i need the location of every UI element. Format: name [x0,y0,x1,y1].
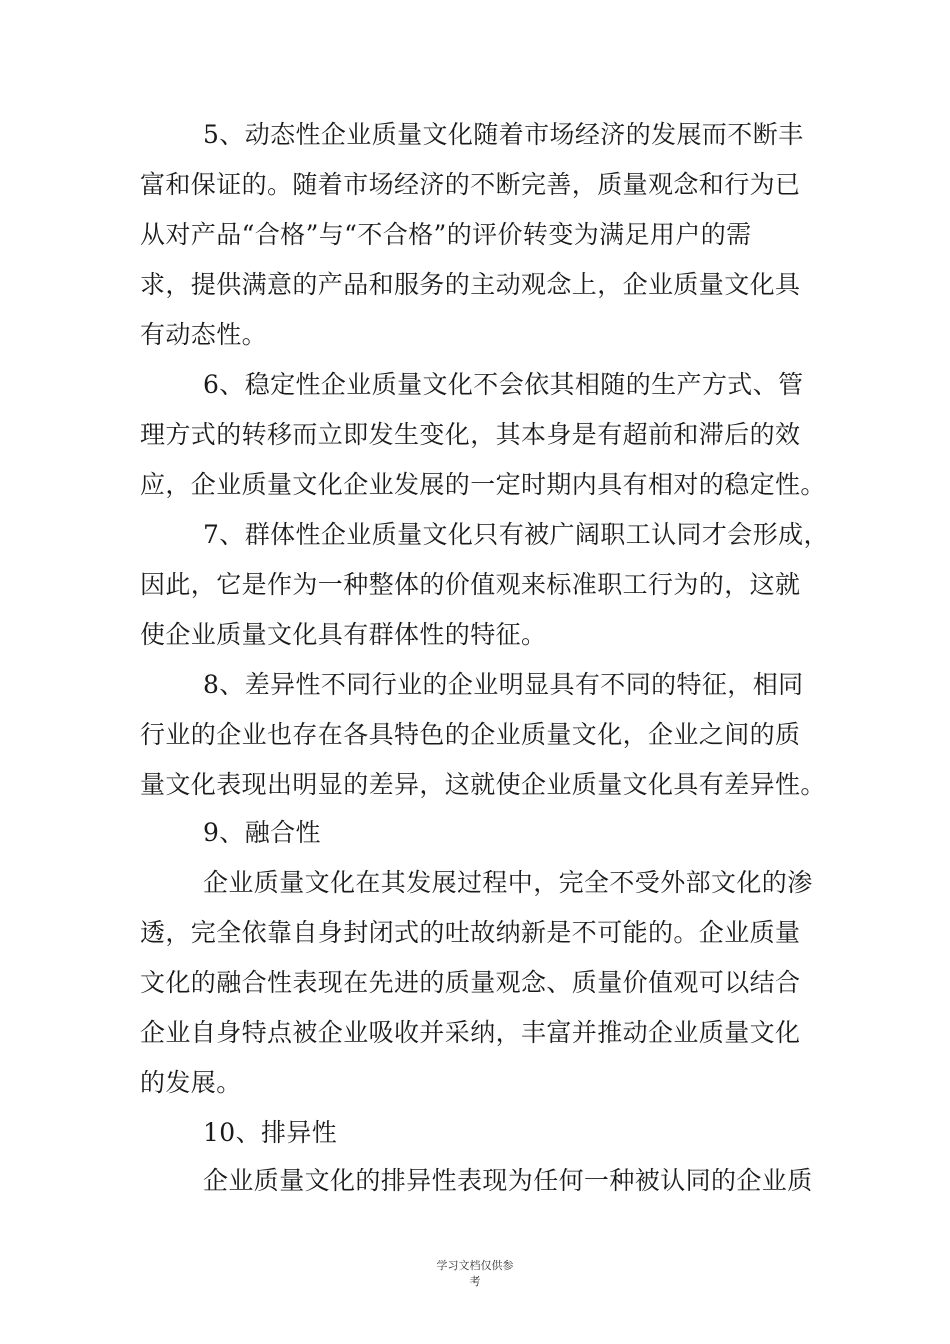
paragraph-7-line-3: 使企业质量文化具有群体性的特征。 [140,620,547,649]
paragraph-8-line-3: 量文化表现出明显的差异，这就使企业质量文化具有差异性。 [140,770,826,799]
paragraph-5-line-4: 求，提供满意的产品和服务的主动观念上，企业质量文化具 [140,270,801,299]
paragraph-8-line-2: 行业的企业也存在各具特色的企业质量文化，企业之间的质 [140,720,801,749]
paragraph-10-line-1: 企业质量文化的排异性表现为任何一种被认同的企业质 [203,1166,813,1195]
footer-note-line-2: 考 [469,1275,481,1288]
heading-9: 9、融合性 [203,818,321,847]
paragraph-9-line-2: 透，完全依靠自身封闭式的吐故纳新是不可能的。企业质量 [140,918,801,947]
paragraph-6-line-2: 理方式的转移而立即发生变化，其本身是有超前和滞后的效 [140,420,801,449]
paragraph-5-line-5: 有动态性。 [140,320,268,349]
paragraph-5-line-3: 从对产品“合格”与“不合格”的评价转变为满足用户的需 [140,220,752,249]
paragraph-9-line-3: 文化的融合性表现在先进的质量观念、质量价值观可以结合 [140,968,801,997]
paragraph-8-line-1: 8、差异性不同行业的企业明显具有不同的特征，相同 [203,670,804,699]
heading-10: 10、排异性 [203,1118,338,1147]
footer-note-line-1: 学习文档仅供参 [436,1259,514,1272]
paragraph-6-line-1: 6、稳定性企业质量文化不会依其相随的生产方式、管 [203,370,804,399]
paragraph-9-line-4: 企业自身特点被企业吸收并采纳，丰富并推动企业质量文化 [140,1018,801,1047]
paragraph-9-line-5: 的发展。 [140,1068,242,1097]
paragraph-7-line-2: 因此，它是作为一种整体的价值观来标准职工行为的，这就 [140,570,801,599]
paragraph-6-line-3: 应，企业质量文化企业发展的一定时期内具有相对的稳定性。 [140,470,826,499]
paragraph-9-line-1: 企业质量文化在其发展过程中，完全不受外部文化的渗 [203,868,813,897]
paragraph-5-line-1: 5、动态性企业质量文化随着市场经济的发展而不断丰 [203,120,804,149]
paragraph-7-line-1: 7、群体性企业质量文化只有被广阔职工认同才会形成， [203,520,829,549]
paragraph-5-line-2: 富和保证的。随着市场经济的不断完善，质量观念和行为已 [140,170,801,199]
